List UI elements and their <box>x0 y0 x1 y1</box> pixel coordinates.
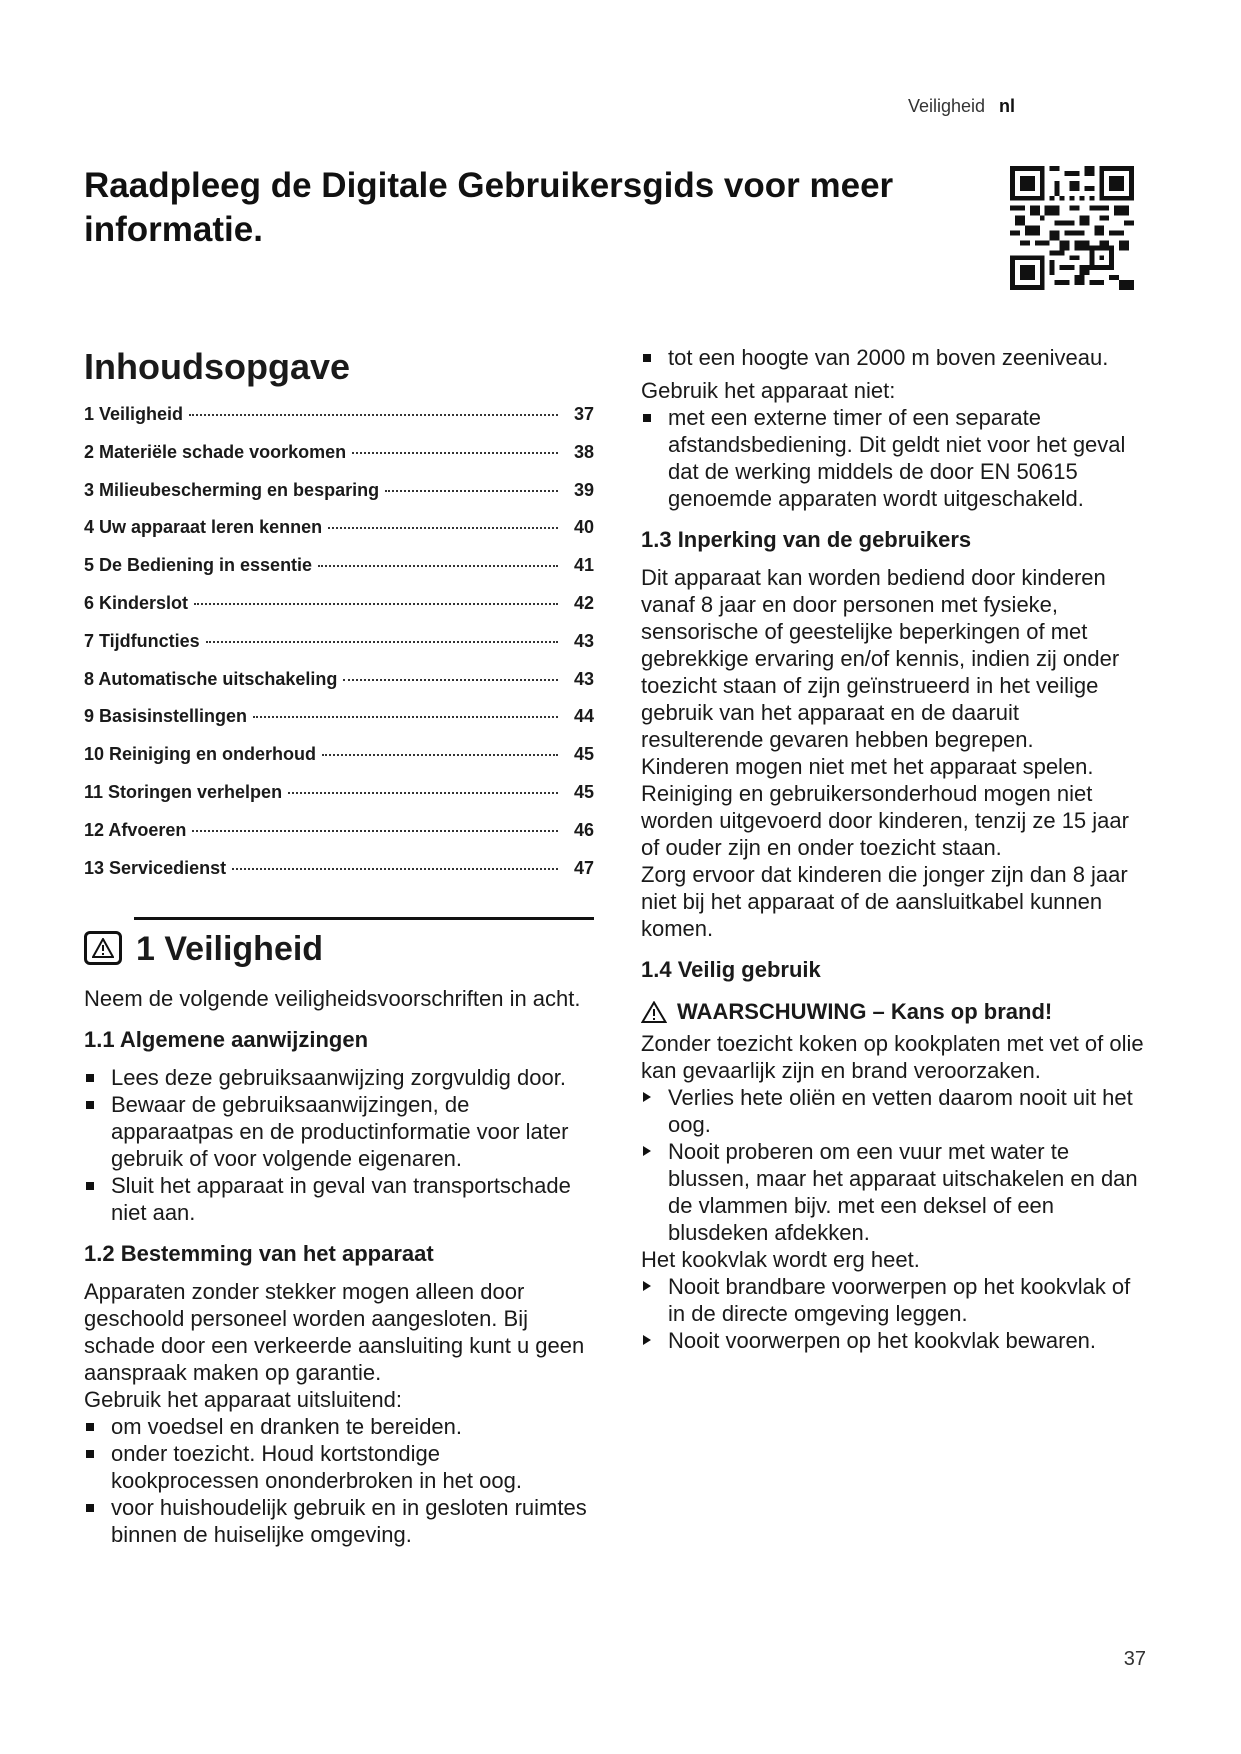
qr-code <box>1010 166 1134 290</box>
action-list-1 <box>641 1084 1146 1246</box>
page-title: Raadpleeg de Digitale Gebruikersgids voor meer informatie. <box>84 166 894 249</box>
paragraph: Gebruik het apparaat niet: <box>641 378 896 403</box>
toc-title: Inhoudsopgave <box>84 346 351 387</box>
toc-label: 8 Automatische uitschakeling <box>84 668 338 689</box>
paragraph: Zorg ervoor dat kinderen die jonger zijn dan 8 jaar niet bij het apparaat of de aansluitkabel kunnen komen. <box>641 862 1128 941</box>
section-rule <box>134 917 594 920</box>
toc-leader <box>385 489 558 492</box>
toc-row <box>84 555 594 593</box>
toc-page: 41 <box>573 555 594 576</box>
paragraph: Dit apparaat kan worden bediend door kinderen vanaf 8 jaar en door personen met fysieke, sensorische of geestelijke beperkingen of met gebrekkige ervaring en/of kennis, indien zij onder toezicht staan of zijn geïnstrueerd in het veilige gebruik van het apparaat en de daaruit resulterende gevaren hebben begrepen. <box>641 565 1120 752</box>
toc-label: 11 Storingen verhelpen <box>84 781 283 802</box>
toc-row <box>84 480 594 518</box>
list-item: voor huishoudelijk gebruik en in gesloten ruimtes binnen de huiselijke omgeving. <box>84 1494 594 1548</box>
paragraph: Zonder toezicht koken op kookplaten met vet of olie kan gevaarlijk zijn en brand veroorzaken. <box>641 1031 1144 1083</box>
list-item: Bewaar de gebruiksaanwijzingen, de apparaatpas en de productinformatie voor later gebruik of voor volgende eigenaren. <box>84 1091 594 1172</box>
section-title: 1 Veiligheid <box>136 930 324 969</box>
paragraph: Reiniging en gebruikersonderhoud mogen niet worden uitgevoerd door kinderen, tenzij ze 15 jaar of ouder zijn en onder toezicht staan. <box>641 781 1129 860</box>
paragraph: Het kookvlak wordt erg heet. <box>641 1247 920 1272</box>
toc-label: 10 Reiniging en onderhoud <box>84 744 317 765</box>
list-item: Nooit proberen om een vuur met water te blussen, maar het apparaat uitschakelen en dan de vlammen bijv. met een deksel of een blusdeken afdekken. <box>641 1138 1146 1246</box>
toc-row <box>84 442 594 480</box>
toc-label: 2 Materiële schade voorkomen <box>84 441 347 462</box>
toc-page: 43 <box>573 630 594 651</box>
toc-page: 39 <box>573 479 594 500</box>
toc-leader <box>328 526 558 529</box>
right-column <box>641 344 1146 1354</box>
paragraph: Kinderen mogen niet met het apparaat spelen. <box>641 754 1094 779</box>
subsection-title-1-2: 1.2 Bestemming van het apparaat <box>84 1241 434 1267</box>
warning-text: WAARSCHUWING – Kans op brand! <box>677 999 1053 1024</box>
toc-leader <box>206 640 558 643</box>
toc-page: 44 <box>573 706 594 727</box>
warning-heading <box>641 998 1146 1026</box>
header-lang: nl <box>999 96 1015 116</box>
paragraph: Gebruik het apparaat uitsluitend: <box>84 1387 402 1413</box>
list-item: Sluit het apparaat in geval van transportschade niet aan. <box>84 1172 594 1226</box>
toc-row <box>84 858 594 896</box>
toc-row <box>84 782 594 820</box>
toc-leader <box>318 564 558 567</box>
section-intro: Neem de volgende veiligheidsvoorschriften in acht. <box>84 986 581 1012</box>
warning-icon <box>84 931 122 965</box>
list-1-2 <box>84 1413 594 1548</box>
toc-page: 37 <box>573 404 594 424</box>
list-1-2-cont <box>641 344 1146 371</box>
toc-label: 7 Tijdfuncties <box>84 630 200 651</box>
list-item: Nooit brandbare voorwerpen op het kookvlak of in de directe omgeving leggen. <box>641 1273 1146 1327</box>
toc-label: 5 De Bediening in essentie <box>84 555 313 576</box>
toc-leader <box>232 867 558 870</box>
toc-leader <box>343 678 558 681</box>
toc-page: 47 <box>573 857 594 878</box>
toc-page: 46 <box>573 819 594 840</box>
toc-page: 43 <box>573 668 594 689</box>
toc-list <box>84 404 594 895</box>
toc-label: 4 Uw apparaat leren kennen <box>84 517 323 538</box>
toc-row <box>84 517 594 555</box>
toc-label: 1 Veiligheid <box>84 404 184 424</box>
running-header <box>908 96 1015 117</box>
warning-triangle-icon <box>641 1001 667 1023</box>
left-column <box>84 344 594 1548</box>
toc-row <box>84 631 594 669</box>
toc-leader <box>253 715 558 718</box>
toc-label: 6 Kinderslot <box>84 592 189 613</box>
section-heading <box>84 917 594 977</box>
list-item: Nooit voorwerpen op het kookvlak bewaren. <box>641 1327 1146 1354</box>
toc-leader <box>194 602 558 605</box>
toc-page: 38 <box>573 441 594 462</box>
subsection-title-1-3: 1.3 Inperking van de gebruikers <box>641 527 972 552</box>
toc-row <box>84 669 594 707</box>
toc-label: 13 Servicedienst <box>84 857 227 878</box>
list-item: onder toezicht. Houd kortstondige kookprocessen ononderbroken in het oog. <box>84 1440 594 1494</box>
toc-leader <box>192 829 558 832</box>
action-list-2 <box>641 1273 1146 1354</box>
toc-row <box>84 404 594 442</box>
subsection-title-1-1: 1.1 Algemene aanwijzingen <box>84 1027 369 1053</box>
toc-row <box>84 706 594 744</box>
toc-page: 40 <box>573 517 594 538</box>
toc-label: 3 Milieubescherming en besparing <box>84 479 380 500</box>
toc-leader <box>288 791 558 794</box>
toc-page: 42 <box>573 592 594 613</box>
list-item: met een externe timer of een separate afstandsbediening. Dit geldt niet voor het geval dat de werking middels de door EN 50615 genoemde apparaten wordt uitgeschakeld. <box>641 404 1146 512</box>
header-section: Veiligheid <box>907 96 985 116</box>
toc-row <box>84 593 594 631</box>
list-not <box>641 404 1146 512</box>
subsection-title-1-4: 1.4 Veilig gebruik <box>641 957 821 982</box>
paragraph: Apparaten zonder stekker mogen alleen door geschoold personeel worden aangesloten. Bij schade door een verkeerde aansluiting kunt u geen aanspraak maken op garantie. <box>84 1279 585 1386</box>
page-number: 37 <box>1123 1648 1146 1670</box>
toc-leader <box>189 413 558 416</box>
toc-label: 9 Basisinstellingen <box>84 706 248 727</box>
toc-row <box>84 744 594 782</box>
list-item: om voedsel en dranken te bereiden. <box>84 1413 594 1440</box>
list-item: Lees deze gebruiksaanwijzing zorgvuldig door. <box>84 1064 594 1091</box>
toc-page: 45 <box>573 744 594 765</box>
toc-row <box>84 820 594 858</box>
list-item: Verlies hete oliën en vetten daarom nooit uit het oog. <box>641 1084 1146 1138</box>
toc-page: 45 <box>573 781 594 802</box>
toc-label: 12 Afvoeren <box>84 819 187 840</box>
list-1-1 <box>84 1064 594 1226</box>
toc-leader <box>322 753 558 756</box>
list-item: tot een hoogte van 2000 m boven zeeniveau. <box>641 344 1146 371</box>
toc-leader <box>352 451 558 454</box>
